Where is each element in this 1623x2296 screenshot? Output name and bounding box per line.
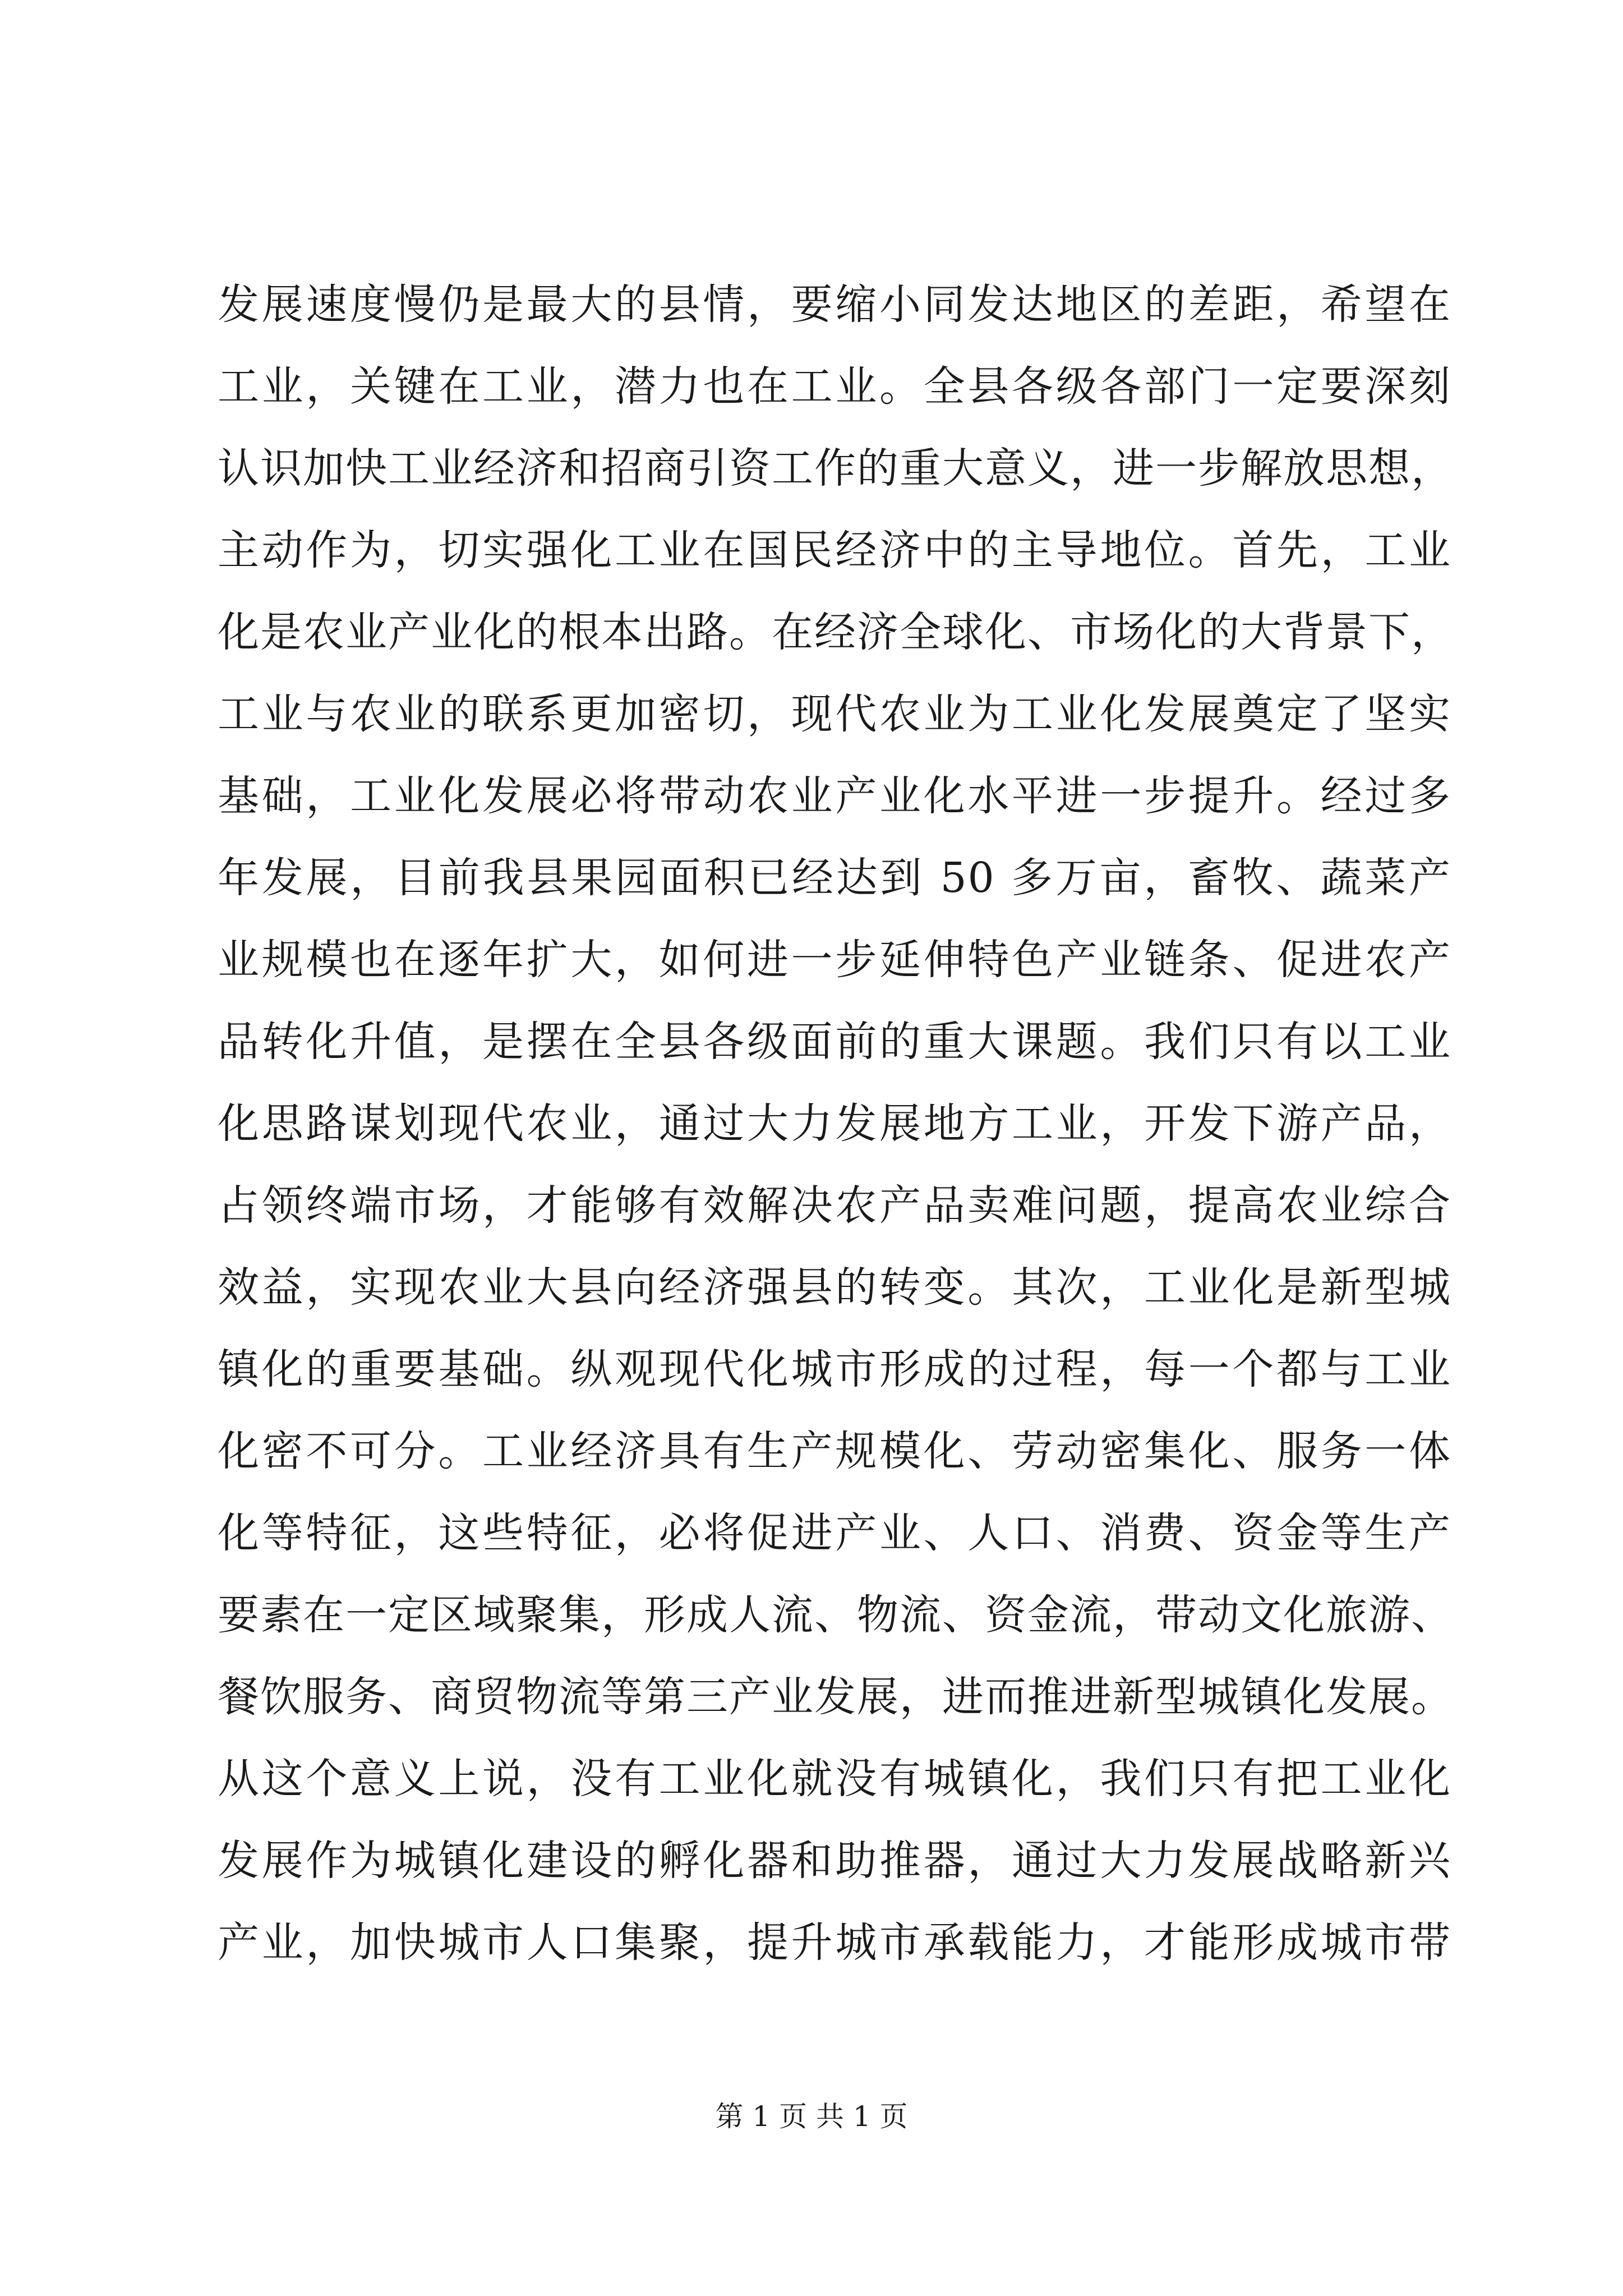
text-line: 业规模也在逐年扩大，如何进一步延伸特色产业链条、促进农产 — [218, 936, 1451, 984]
text-line: 化思路谋划现代农业，通过大力发展地方工业，开发下游产品， — [218, 1099, 1451, 1148]
text-line: 化等特征，这些特征，必将促进产业、人口、消费、资金等生产 — [218, 1509, 1451, 1557]
text-line: 产业，加快城市人口集聚，提升城市承载能力，才能形成城市带 — [218, 1918, 1451, 1967]
text-line: 基础，工业化发展必将带动农业产业化水平进一步提升。经过多 — [218, 772, 1451, 820]
text-line: 占领终端市场，才能够有效解决农产品卖难问题，提高农业综合 — [218, 1181, 1451, 1230]
text-line: 效益，实现农业大县向经济强县的转变。其次，工业化是新型城 — [218, 1263, 1451, 1312]
text-line: 工业与农业的联系更加密切，现代农业为工业化发展奠定了坚实 — [218, 690, 1451, 738]
text-line: 品转化升值，是摆在全县各级面前的重大课题。我们只有以工业 — [218, 1018, 1451, 1066]
text-line: 工业，关键在工业，潜力也在工业。全县各级各部门一定要深刻 — [218, 362, 1451, 411]
text-line: 餐饮服务、商贸物流等第三产业发展，进而推进新型城镇化发展。 — [218, 1673, 1454, 1721]
document-body — [218, 264, 1454, 1984]
text-line: 要素在一定区域聚集，形成人流、物流、资金流，带动文化旅游、 — [218, 1591, 1454, 1639]
page-number: 第 1 页 共 1 页 — [715, 2100, 908, 2133]
text-line: 从这个意义上说，没有工业化就没有城镇化，我们只有把工业化 — [218, 1755, 1451, 1803]
text-line: 认识加快工业经济和招商引资工作的重大意义，进一步解放思想， — [218, 444, 1454, 493]
page-footer — [0, 2097, 1623, 2136]
text-line: 发展作为城镇化建设的孵化器和助推器，通过大力发展战略新兴 — [218, 1837, 1451, 1885]
text-line: 发展速度慢仍是最大的县情，要缩小同发达地区的差距，希望在 — [218, 280, 1451, 329]
text-line: 镇化的重要基础。纵观现代化城市形成的过程，每一个都与工业 — [218, 1345, 1451, 1393]
text-line: 化密不可分。工业经济具有生产规模化、劳动密集化、服务一体 — [218, 1427, 1451, 1475]
text-line: 主动作为，切实强化工业在国民经济中的主导地位。首先，工业 — [218, 526, 1451, 574]
text-line: 化是农业产业化的根本出路。在经济全球化、市场化的大背景下， — [218, 608, 1454, 656]
text-line: 年发展，目前我县果园面积已经达到 50 多万亩，畜牧、蔬菜产 — [218, 854, 1451, 902]
